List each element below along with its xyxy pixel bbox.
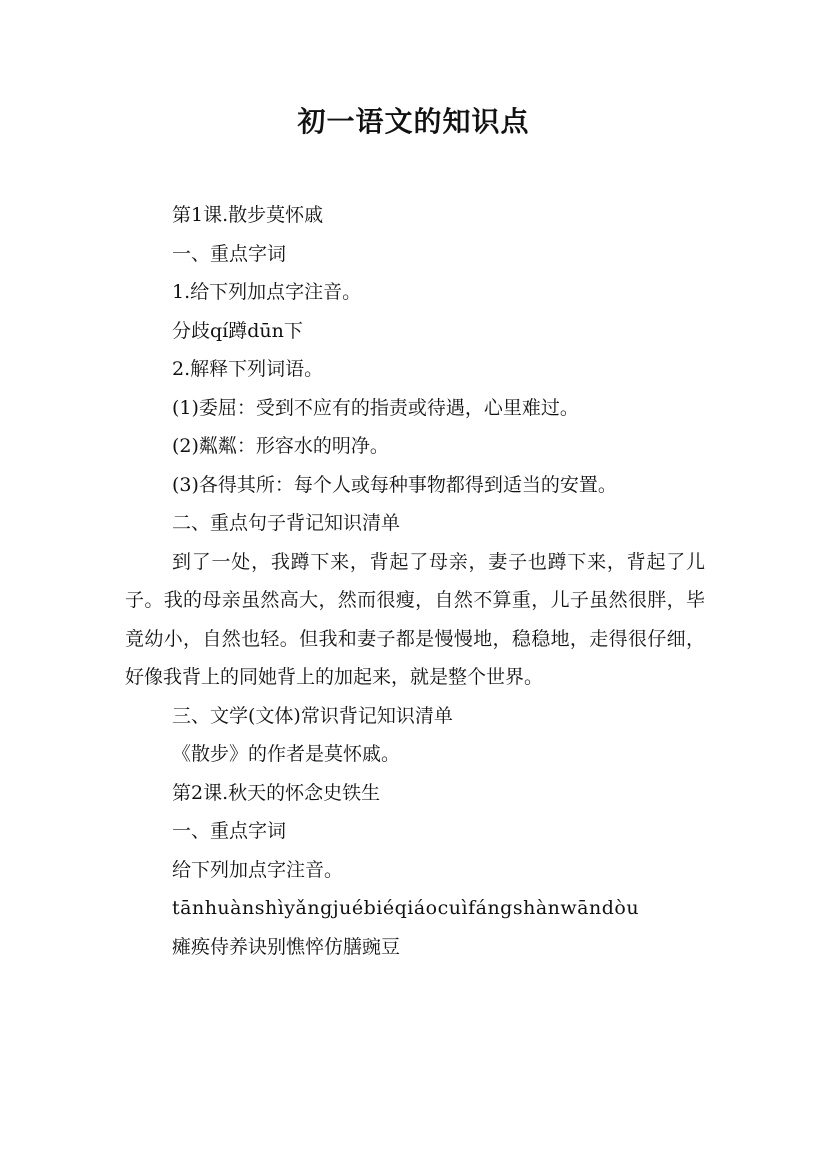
key-passage-paragraph: 到了一处，我蹲下来，背起了母亲，妻子也蹲下来，背起了儿子。我的母亲虽然高大，然而很瘦，自然不算重，儿子虽然很胖，毕竟幼小，自然也轻。但我和妻子都是慢慢地，稳稳地，走得很仔细，好像我背上的同她背上的加起来，就是整个世界。 (125, 550, 705, 688)
pinyin-line: tānhuànshìyǎngjuébiéqiáocuìfángshànwāndòu (172, 897, 640, 919)
section-heading: 三、文学(文体)常识背记知识清单 (172, 704, 453, 727)
lesson-2-heading: 第2课.秋天的怀念史铁生 (172, 781, 381, 804)
definition-item: (1)委屈：受到不应有的指责或待遇，心里难过。 (172, 396, 579, 419)
definition-item: (3)各得其所：每个人或每种事物都得到适当的安置。 (172, 473, 617, 496)
exercise-heading: 给下列加点字注音。 (172, 858, 344, 881)
lesson-1-heading: 第1课.散步莫怀戚 (172, 204, 324, 226)
exercise-heading: 1.给下列加点字注音。 (172, 281, 362, 303)
author-note: 《散步》的作者是莫怀戚。 (172, 743, 401, 765)
pinyin-line: 分歧qí蹲dūn下 (172, 319, 303, 342)
exercise-heading: 2.解释下列词语。 (172, 358, 324, 380)
definition-item: (2)粼粼：形容水的明净。 (172, 435, 389, 457)
section-heading: 一、重点字词 (172, 242, 287, 265)
section-heading: 一、重点字词 (172, 820, 287, 842)
vocabulary-line: 瘫痪侍养诀别憔悴仿膳豌豆 (172, 935, 401, 958)
section-heading: 二、重点句子背记知识清单 (172, 512, 401, 534)
document-body (125, 196, 705, 966)
document-title: 初一语文的知识点 (297, 105, 530, 138)
